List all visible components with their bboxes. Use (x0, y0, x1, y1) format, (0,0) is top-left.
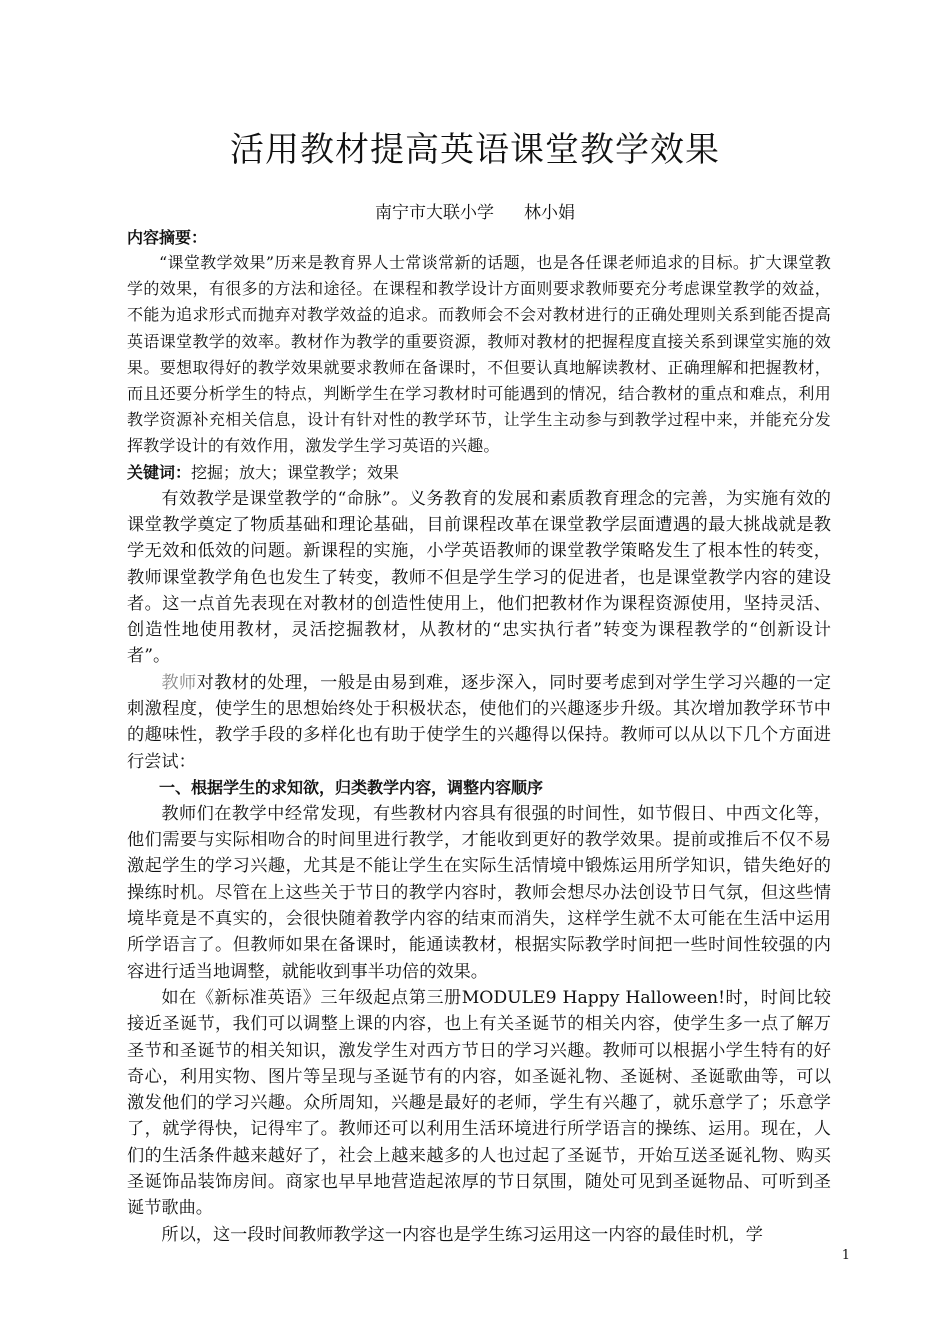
abstract-heading: 内容摘要： (127, 228, 208, 247)
section-1-heading: 一、根据学生的求知欲，归类教学内容，调整内容顺序 (159, 777, 544, 797)
keywords-line (127, 460, 831, 486)
author-name: 林小娟 (524, 203, 575, 223)
keywords-label: 关键词： (127, 462, 192, 482)
paragraph-3: 教师们在教学中经常发现，有些教材内容具有很强的时间性，如节假日、中西文化等，他们需要与实际相吻合的时间里进行教学，才能收到更好的教学效果。提前或推后不仅不易激起学生的学习兴趣，尤其是不能让学生在实际生活情境中锻炼运用所学知识，错失绝好的操练时机。尽管在上这些关于节日的教学内容时，教师会想尽办法创设节日气氛，但这些情境毕竟是不真实的，会很快随着教学内容的结束而消失，这样学生就不太可能在生活中运用所学语言了。但教师如果在备课时，能通读教材，根据实际教学时间把一些时间性较强的内容进行适当地调整，就能收到事半功倍的效果。 (127, 803, 831, 982)
document-body (127, 226, 831, 1248)
paragraph-4: 如在《新标准英语》三年级起点第三册MODULE9 Happy Halloween!时，时间比较接近圣诞节，我们可以调整上课的内容，也上有关圣诞节的相关内容，使学生多一点了解万圣节和圣诞节的相关知识，激发学生对西方节日的学习兴趣。教师可以根据小学生特有的好奇心，利用实物、图片等呈现与圣诞节有的内容，如圣诞礼物、圣诞树、圣诞歌曲等，可以激发他们的学习兴趣。众所周知，兴趣是最好的老师，学生有兴趣了，就乐意学了；乐意学了，就学得快，记得牢了。教师还可以利用生活环境进行所学语言的操练、运用。现在，人们的生活条件越来越好了，社会上越来越多的人也过起了圣诞节，开始互送圣诞礼物、购买圣诞饰品装饰房间。商家也早早地营造起浓厚的节日氛围，随处可见到圣诞物品、可听到圣诞节歌曲。 (127, 987, 831, 1219)
paragraph-2-lead: 教师 (161, 672, 197, 693)
paragraph-1: 有效教学是课堂教学的“命脉”。义务教育的发展和素质教育理念的完善，为实施有效的课堂教学奠定了物质基础和理论基础，目前课程改革在课堂教学层面遭遇的最大挑战就是教学无效和低效的问题。新课程的实施，小学英语教师的课堂教学策略发生了根本性的转变，教师课堂教学角色也发生了转变，教师不但是学生学习的促进者，也是课堂教学内容的建设者。这一点首先表现在对教材的创造性使用上，他们把教材作为课程资源使用，坚持灵活、创造性地使用教材，灵活挖掘教材，从教材的“忠实执行者”转变为课程教学的“创新设计者”。 (127, 488, 831, 667)
paragraph-2-text: 对教材的处理，一般是由易到难，逐步深入，同时要考虑到对学生学习兴趣的一定刺激程度，使学生的思想始终处于积极状态，使他们的兴趣逐步升级。其次增加教学环节中的趣味性，教学手段的多样化也有助于使学生的兴趣得以保持。教师可以从以下几个方面进行尝试： (127, 672, 831, 772)
abstract-text: “课堂教学效果”历来是教育界人士常谈常新的话题，也是各任课老师追求的目标。扩大课堂教学的效果，有很多的方法和途径。在课程和教学设计方面则要求教师要充分考虑课堂教学的效益，不能为追求形式而抛弃对教学效益的追求。而教师会不会对教材进行的正确处理则关系到能否提高英语课堂教学的效率。教材作为教学的重要资源，教师对教材的把握程度直接关系到课堂实施的效果。要想取得好的教学效果就要求教师在备课时，不但要认真地解读教材、正确理解和把握教材，而且还要分析学生的特点，判断学生在学习教材时可能遇到的情况，结合教材的重点和难点，利用教学资源补充相关信息，设计有针对性的教学环节，让学生主动参与到教学过程中来，并能充分发挥教学设计的有效作用，激发学生学习英语的兴趣。 (127, 253, 831, 456)
document-title: 活用教材提高英语课堂教学效果 (230, 130, 720, 170)
author-school: 南宁市大联小学 (375, 203, 494, 223)
paragraph-2 (127, 670, 831, 775)
keywords-text: 挖掘；放大；课堂教学；效果 (191, 462, 400, 482)
author-line (0, 200, 950, 226)
page-number: 1 (841, 1248, 850, 1263)
paragraph-5: 所以，这一段时间教师教学这一内容也是学生练习运用这一内容的最佳时机，学 (161, 1224, 763, 1245)
